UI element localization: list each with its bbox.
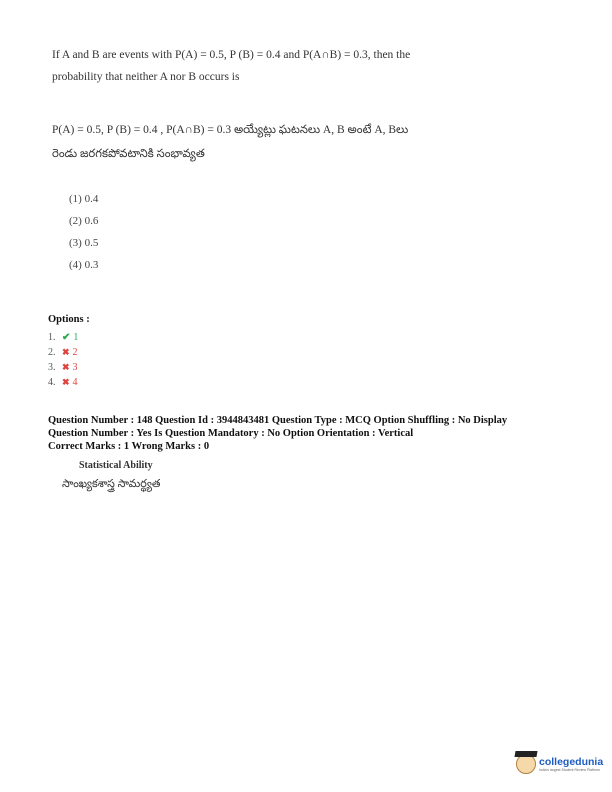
choice-3: (3) 0.5	[69, 237, 99, 249]
meta-line3: Correct Marks : 1 Wrong Marks : 0	[48, 441, 210, 452]
option-row-4	[48, 375, 78, 390]
cross-icon: ✖	[62, 377, 70, 387]
option-value: 2	[72, 347, 78, 358]
choice-4: (4) 0.3	[69, 259, 99, 271]
option-value: 3	[72, 362, 78, 373]
meta-line2: Question Number : Yes Is Question Mandatory : No Option Orientation : Vertical	[48, 428, 414, 439]
option-number: 4.	[48, 377, 56, 388]
options-title: Options :	[48, 314, 90, 325]
option-row-2	[48, 345, 78, 360]
check-icon: ✔	[62, 332, 71, 343]
meta-line1: Question Number : 148 Question Id : 3944843481 Question Type : MCQ Option Shuffling : No Display	[48, 415, 508, 426]
question-english-line2: probability that neither A nor B occurs is	[52, 71, 240, 83]
option-row-1	[48, 330, 78, 345]
option-value: 1	[73, 332, 79, 343]
options-list	[48, 330, 78, 390]
logo-tagline: India's largest Student Review Platform	[539, 768, 600, 772]
option-number: 2.	[48, 347, 56, 358]
question-english-line1: If A and B are events with P(A) = 0.5, P (B) = 0.4 and P(A∩B) = 0.3, then the	[52, 49, 411, 61]
question-telugu	[52, 118, 408, 166]
subject-telugu: సాంఖ్యకశాస్త్ర సామర్థ్యత	[62, 478, 161, 490]
cross-icon: ✖	[62, 347, 70, 357]
option-number: 1.	[48, 332, 56, 343]
question-english	[52, 44, 410, 88]
option-row-3	[48, 360, 78, 375]
question-telugu-line1: P(A) = 0.5, P (B) = 0.4 , P(A∩B) = 0.3 అయ్యేట్లు ఘటనలు A, B అంటే A, Bలు	[52, 124, 409, 136]
cross-icon: ✖	[62, 362, 70, 372]
collegedunia-logo	[516, 754, 603, 774]
logo-name: collegedunia	[539, 756, 604, 768]
question-telugu-line2: రెండు జరగకపోవటానికి సంభావ్యత	[52, 148, 205, 160]
answer-choices	[69, 188, 98, 276]
option-value: 4	[72, 377, 78, 388]
mascot-icon	[516, 754, 536, 774]
question-metadata	[48, 414, 507, 453]
option-number: 3.	[48, 362, 56, 373]
choice-2: (2) 0.6	[69, 215, 99, 227]
subject-english: Statistical Ability	[79, 460, 153, 471]
choice-1: (1) 0.4	[69, 193, 99, 205]
